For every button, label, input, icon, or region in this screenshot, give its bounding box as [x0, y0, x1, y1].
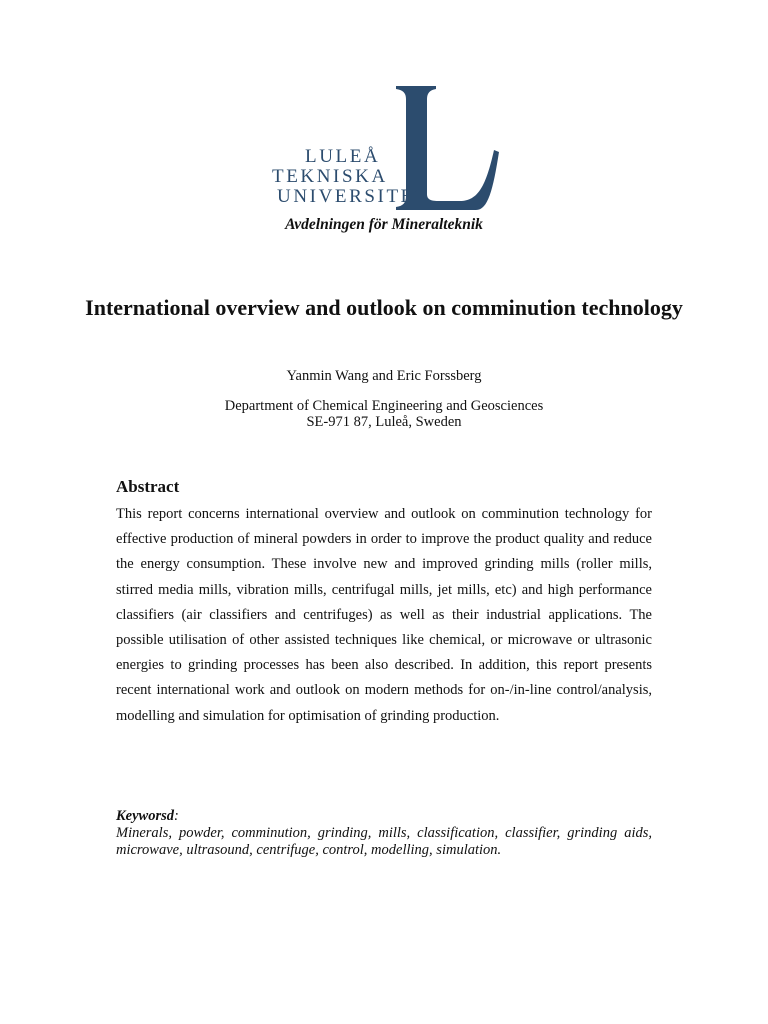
logo-text-universitet: UNIVERSITET [277, 186, 430, 207]
keywords-separator: : [174, 808, 179, 824]
document-title: International overview and outlook on comminution technology [85, 295, 683, 320]
keywords-text: Minerals, powder, comminution, grinding, mills, classification, classifier, grinding aids, microwave, ultrasound, centrifuge, control, modelling, simulation. [116, 825, 652, 858]
authors: Yanmin Wang and Eric Forssberg [286, 368, 482, 384]
abstract-heading: Abstract [116, 477, 180, 496]
department-header: Avdelningen för Mineralteknik [285, 216, 483, 233]
affiliation [0, 398, 768, 430]
keywords-section [116, 808, 652, 859]
logo-text-tekniska: TEKNISKA [272, 166, 388, 187]
affiliation-department: Department of Chemical Engineering and Geosciences [224, 398, 544, 414]
logo-text-lulea: LULEÅ [305, 146, 381, 167]
university-logo [272, 86, 500, 210]
abstract-text: This report concerns international overview and outlook on comminution technology for effective production of mineral powders in order to improve the product quality and reduce the energy consumption. These involve new and improved grinding mills (roller mills, stirred media mills, vibration mills, centrifugal mills, jet mills, etc) and high performance classifiers (air classifiers and centrifuges) as well as their industrial applications. The possible utilisation of other assisted techniques like chemical, or microwave or ultrasonic energies to grinding processes has been also described. In addition, this report presents recent international work and outlook on modern methods for on-/in-line control/analysis, modelling and simulation for optimisation of grinding production. [116, 506, 652, 724]
keywords-label: Keyworsd [116, 808, 174, 824]
keywords-label-line [116, 808, 652, 825]
affiliation-address: SE-971 87, Luleå, Sweden [306, 414, 462, 430]
